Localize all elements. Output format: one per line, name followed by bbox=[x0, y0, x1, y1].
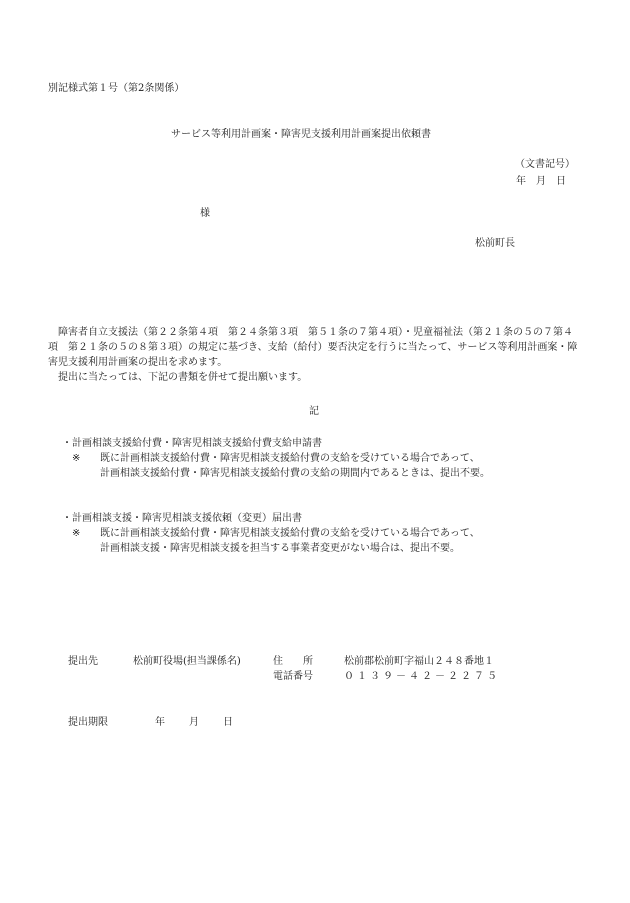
submission-office: 松前町役場(担当課係名) bbox=[133, 656, 241, 667]
sender-name: 松前町長 bbox=[475, 238, 515, 249]
submission-label: 提出先 bbox=[68, 656, 98, 667]
document-title: サービス等利用計画案・障害児支援利用計画案提出依頼書 bbox=[171, 129, 431, 140]
note-line: 既に計画相談支援給付費・障害児相談支援給付費の支給を受けている場合であって、 bbox=[100, 453, 480, 464]
deadline-label: 提出期限 bbox=[68, 717, 108, 728]
phone-label: 電話番号 bbox=[273, 671, 313, 682]
document-number: （文書記号） bbox=[515, 159, 575, 170]
address-label: 住 所 bbox=[273, 656, 313, 667]
required-item-1 bbox=[62, 436, 592, 481]
deadline-year: 年 bbox=[155, 717, 165, 728]
deadline-day: 日 bbox=[223, 717, 233, 728]
deadline-month: 月 bbox=[189, 717, 199, 728]
item-heading: ・計画相談支援給付費・障害児相談支援給付費支給申請書 bbox=[62, 438, 322, 449]
phone-value: ０１３９－４２－２２７５ bbox=[344, 671, 500, 682]
item-note bbox=[62, 451, 592, 466]
form-number: 別記様式第１号（第2条関係） bbox=[48, 83, 185, 94]
note-line-continued: 計画相談支援給付費・障害児相談支援給付費の支給の期間内であるときは、提出不要。 bbox=[100, 468, 490, 479]
item-note bbox=[62, 526, 592, 541]
note-line: 既に計画相談支援給付費・障害児相談支援給付費の支給を受けている場合であって、 bbox=[100, 528, 480, 539]
body-paragraph-1: 障害者自立支援法（第２２条第４項 第２４条第３項 第５１条の７第４項）・児童福祉法（第２１条の５の７第４項 第２１条の５の８第３項）の規定に基づき、支給（給付）要否決定を行うに当たって、サービス等利用計画案・障害児支援利用計画案の提出を求めます。 bbox=[48, 327, 578, 368]
required-item-2 bbox=[62, 511, 592, 556]
address-value: 松前郡松前町字福山２４８番地１ bbox=[344, 656, 494, 667]
note-line-continued: 計画相談支援・障害児相談支援を担当する事業者変更がない場合は、提出不要。 bbox=[100, 543, 460, 554]
note-mark: ※ bbox=[72, 528, 81, 539]
item-heading: ・計画相談支援・障害児相談支援依頼（変更）届出書 bbox=[62, 513, 302, 524]
recipient-suffix: 様 bbox=[200, 208, 210, 219]
ki-heading: 記 bbox=[309, 406, 319, 417]
note-mark: ※ bbox=[72, 453, 81, 464]
body-paragraph-2: 提出に当たっては、下記の書類を併せて提出願います。 bbox=[58, 372, 308, 383]
issue-date: 年 月 日 bbox=[516, 176, 566, 187]
